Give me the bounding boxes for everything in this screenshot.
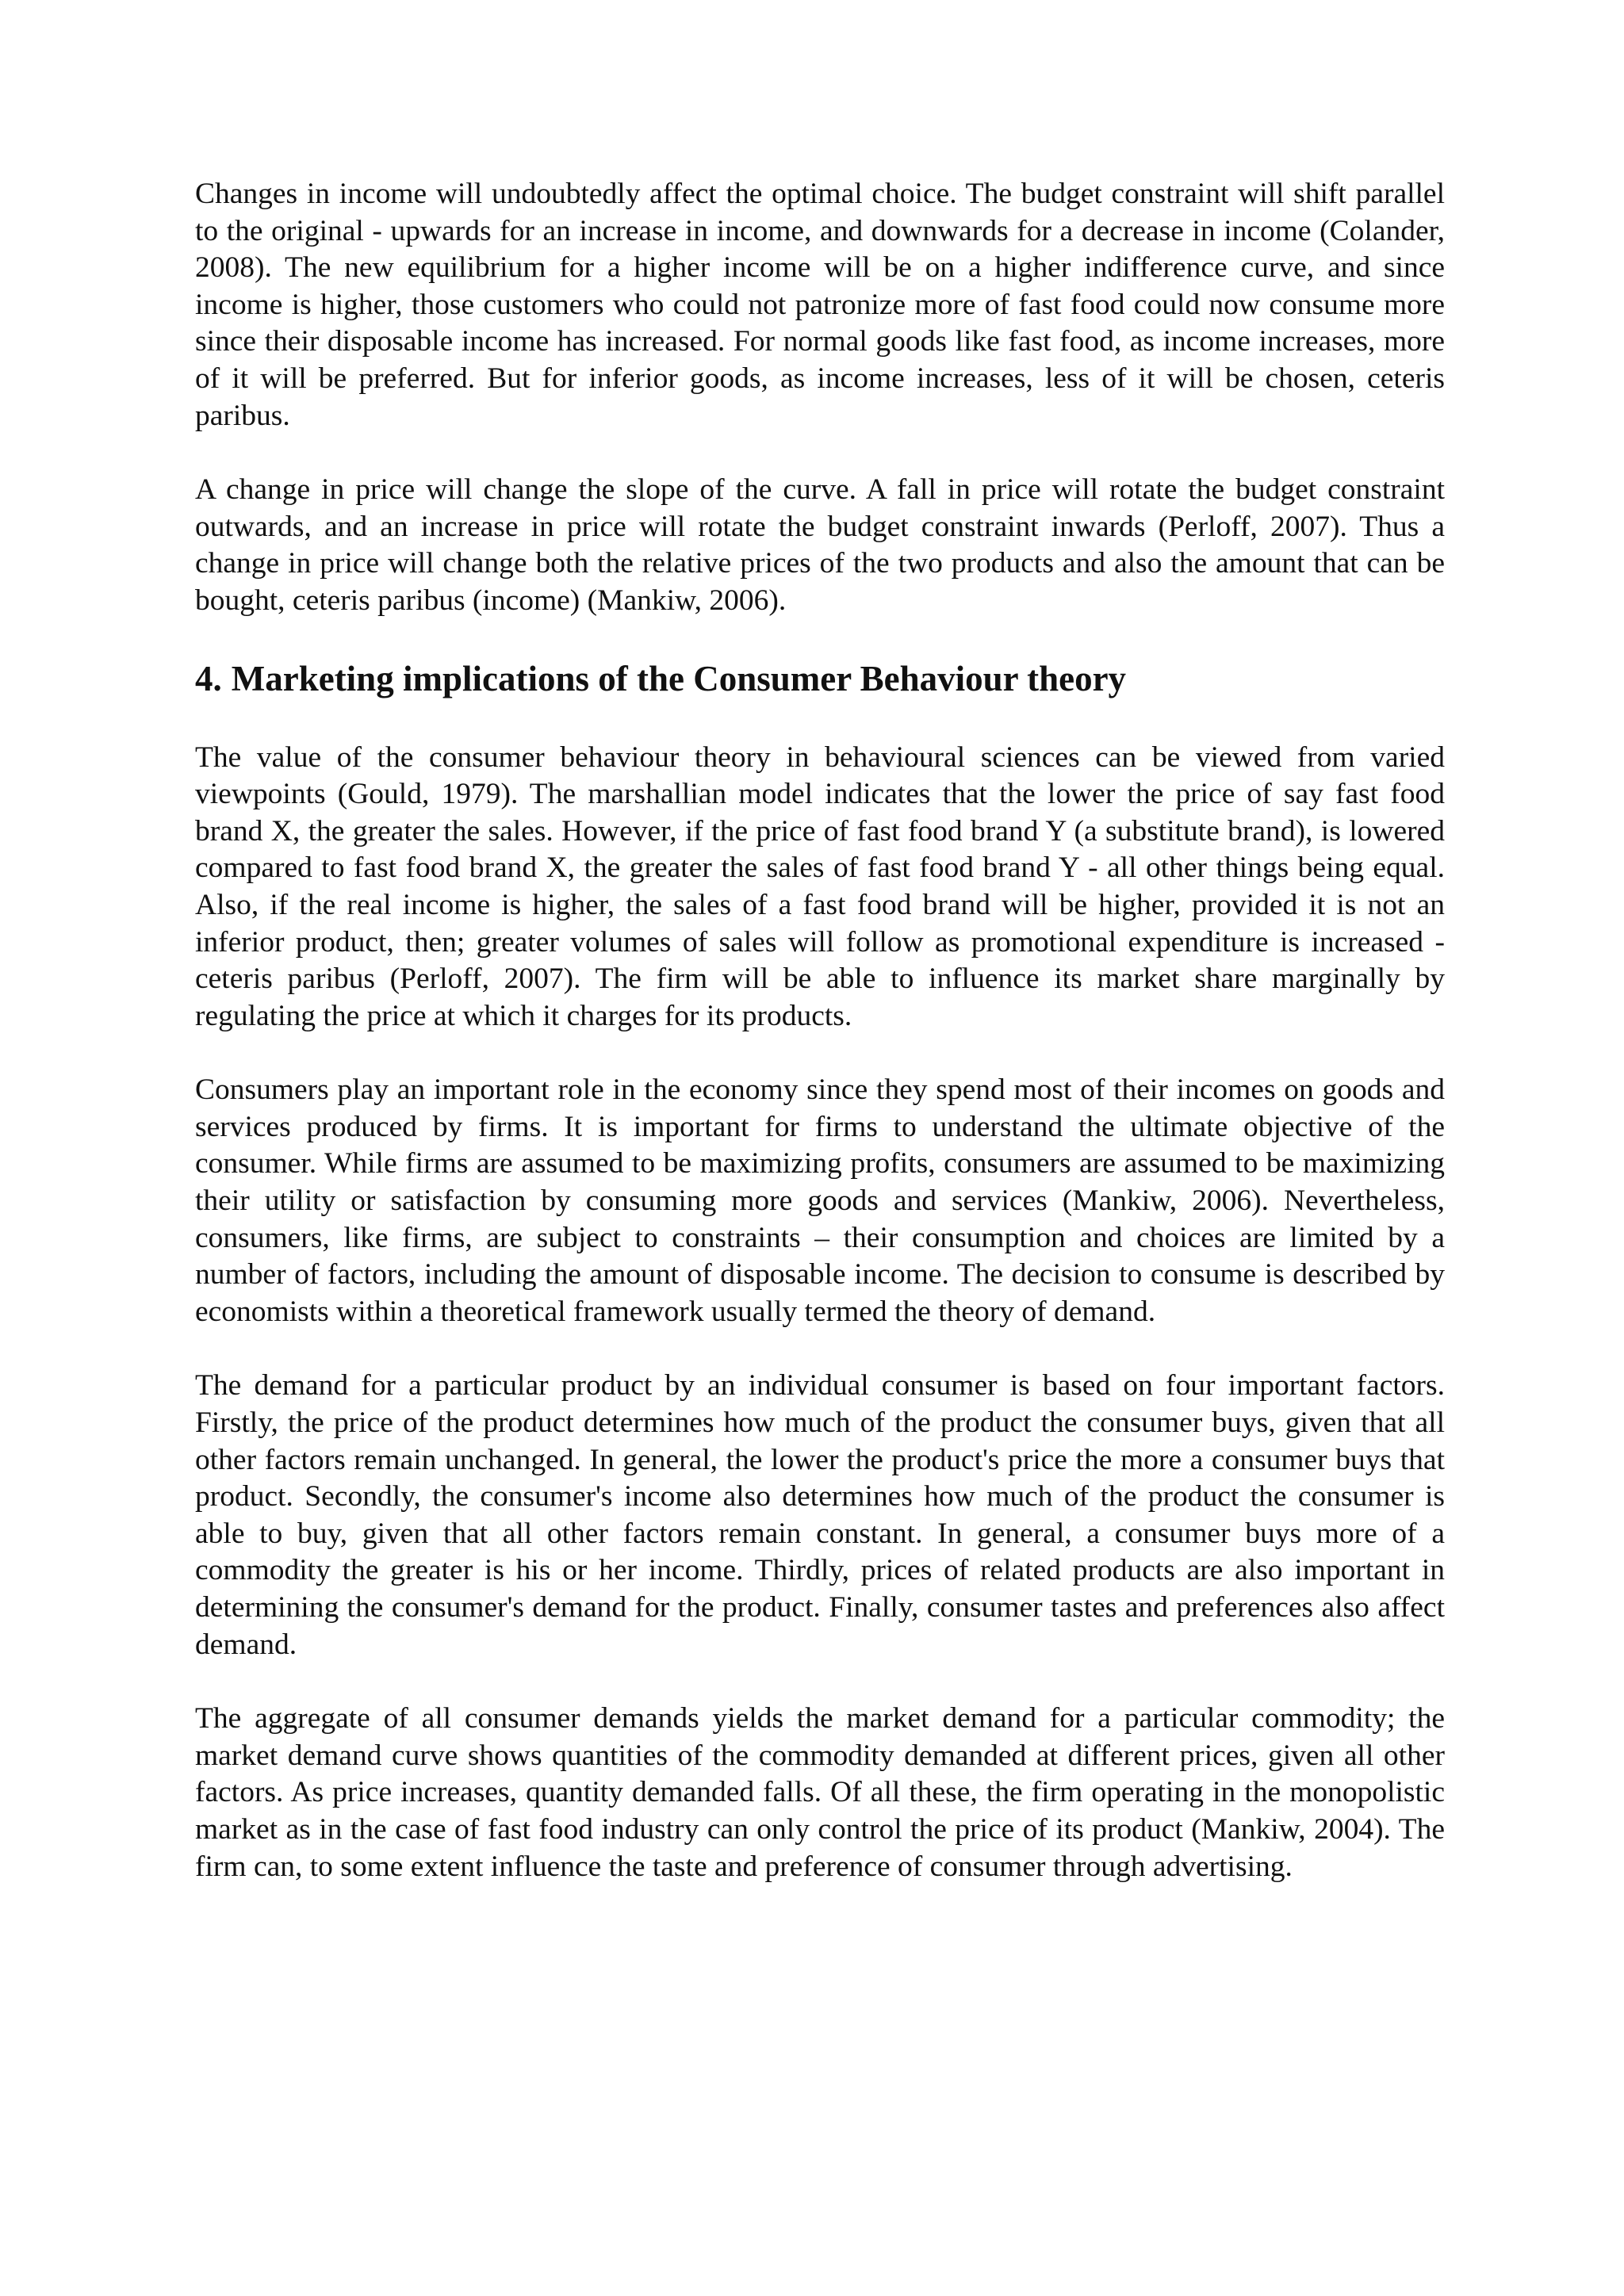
section-title: Marketing implications of the Consumer Behaviour theory (231, 658, 1127, 698)
paragraph-consumers-role: Consumers play an important role in the economy since they spend most of their incomes on goods and services produced by firms. It is important for firms to understand the ultimate objective of the consumer. While firms are assumed to be maximizing profits, consumers are assumed to be maximizing their utility or satisfaction by consuming more goods and services (Mankiw, 2006). Nevertheless, consumers, like firms, are subject to constraints – their consumption and choices are limited by a number of factors, including the amount of disposable income. The decision to consume is described by economists within a theoretical framework usually termed the theory of demand. (195, 1073, 1445, 1328)
paragraph-aggregate-demand: The aggregate of all consumer demands yields the market demand for a particular commodity; the market demand curve shows quantities of the commodity demanded at different prices, given all other factors. As price increases, quantity demanded falls. Of all these, the firm operating in the monopolistic market as in the case of fast food industry can only control the price of its product (Mankiw, 2004). The firm can, to some extent influence the taste and preference of consumer through advertising. (195, 1702, 1445, 1883)
paragraph-consumer-behaviour-value: The value of the consumer behaviour theory in behavioural sciences can be viewed from varied viewpoints (Gould, 1979). The marshallian model indicates that the lower the price of say fast food brand X, the greater the sales. However, if the price of fast food brand Y (a substitute brand), is lowered compared to fast food brand X, the greater the sales of fast food brand Y - all other things being equal. Also, if the real income is higher, the sales of a fast food brand will be higher, provided it is not an inferior product, then; greater volumes of sales will follow as promotional expenditure is increased - ceteris paribus (Perloff, 2007). The firm will be able to influence its market share marginally by regulating the price at which it charges for its products. (195, 740, 1445, 1032)
section-number: 4. (195, 658, 222, 698)
document-page (195, 176, 1445, 1923)
paragraph-demand-factors: The demand for a particular product by an individual consumer is based on four important factors. Firstly, the price of the product determines how much of the product the consumer buys, given that all other factors remain unchanged. In general, the lower the product's price the more a consumer buys that product. Secondly, the consumer's income also determines how much of the product the consumer is able to buy, given that all other factors remain constant. In general, a consumer buys more of a commodity the greater is his or her income. Thirdly, prices of related products are also important in determining the consumer's demand for the product. Finally, consumer tastes and preferences also affect demand. (195, 1369, 1445, 1661)
section-heading (195, 657, 1445, 700)
paragraph-income-change: Changes in income will undoubtedly affect the optimal choice. The budget constraint will shift parallel to the original - upwards for an increase in income, and downwards for a decrease in income (Colander, 2008). The new equilibrium for a higher income will be on a higher indifference curve, and since income is higher, those customers who could not patronize more of fast food could now consume more since their disposable income has increased. For normal goods like fast food, as income increases, more of it will be preferred. But for inferior goods, as income increases, less of it will be chosen, ceteris paribus. (195, 178, 1445, 432)
paragraph-price-change: A change in price will change the slope of the curve. A fall in price will rotate the budget constraint outwards, and an increase in price will rotate the budget constraint inwards (Perloff, 2007). Thus a change in price will change both the relative prices of the two products and also the amount that can be bought, ceteris paribus (income) (Mankiw, 2006). (195, 473, 1445, 617)
